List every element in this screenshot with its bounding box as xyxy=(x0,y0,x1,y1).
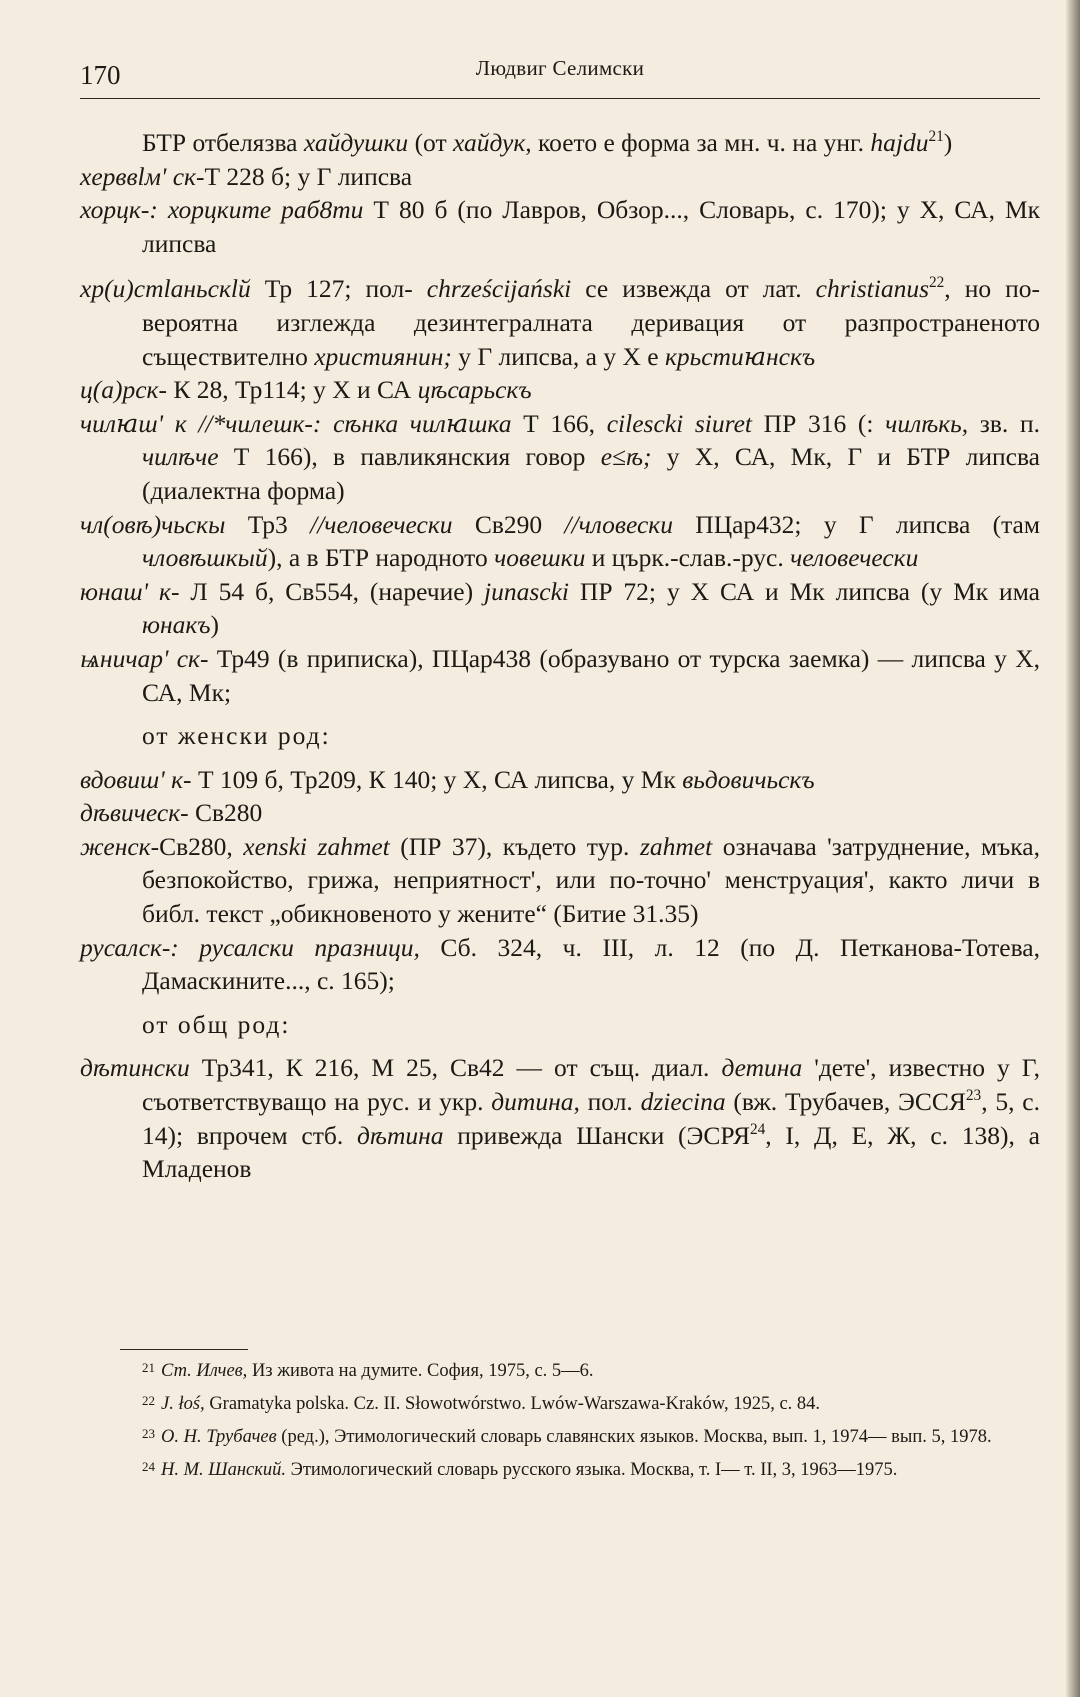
italic-term: hajdu xyxy=(870,128,929,157)
dictionary-entry xyxy=(80,160,1040,194)
dictionary-entry xyxy=(80,931,1040,998)
entry-text: , но по-вероятна изглежда дезинтегралната деривация от разпространеното съществително xyxy=(142,274,1040,371)
dictionary-entry xyxy=(80,796,1040,830)
italic-term: christianus xyxy=(815,274,929,304)
italic-term: русалск-: русалски празници, xyxy=(80,932,420,962)
page-number: 170 xyxy=(80,60,121,90)
entry-text: ПЦар432; у Г липсва (там xyxy=(672,509,1040,539)
dictionary-entry xyxy=(80,407,1040,508)
section-heading: от женски род: xyxy=(142,721,331,751)
entry-text: Тр49 (в приписка), ПЦар438 (образувано от турска заемка) — липсва у Х, СА, Мк; xyxy=(142,643,1040,707)
entry-text: Тр341, К 216, М 25, Св42 — от същ. диал. xyxy=(189,1053,722,1083)
footnote xyxy=(80,1389,1040,1416)
italic-term: чл(овѣ)чьскы xyxy=(80,509,226,539)
italic-term: junascki xyxy=(484,576,569,606)
dictionary-entry xyxy=(80,508,1040,575)
italic-term: хорцк-: хорцките раб8ти xyxy=(80,195,364,225)
dictionary-entry xyxy=(80,763,1040,797)
footnote-ref: 21 xyxy=(928,128,944,145)
italic-term: вьдовичьскъ xyxy=(682,764,815,794)
entry-text: Т 228 б; у Г липсва xyxy=(204,161,413,191)
italic-term: човешки xyxy=(494,543,586,573)
entry-text: ) xyxy=(943,128,953,157)
entry-text: пол. xyxy=(579,1087,641,1117)
italic-term: дѣвическ- xyxy=(80,798,189,828)
footnote-author: Ст. Илчев, xyxy=(161,1361,248,1381)
italic-term: ц(а)рск- xyxy=(80,375,167,405)
italic-term: детина xyxy=(721,1053,803,1083)
entry-text: ПР 72; у Х СА и Мк липсва (у Мк има xyxy=(568,576,1040,606)
entry-text: (вж. Трубачев, ЭССЯ xyxy=(725,1087,966,1117)
dictionary-entry xyxy=(80,575,1040,642)
footnote-text: Gramatyka polska. Cz. II. Słowotwórstwo. Lwów-Warszawa-Kraków, 1925, с. 84. xyxy=(204,1394,821,1414)
italic-term: хайдук, xyxy=(453,128,532,157)
footnote-rule xyxy=(120,1349,248,1350)
entry-text: ), а в БТР народното xyxy=(267,543,495,573)
entry-text: и църк.-слав.-рус. xyxy=(585,543,791,573)
footnote-author: Н. М. Шанский. xyxy=(161,1460,286,1480)
entry-text: означава 'затруднение, мъка, безпокойство, грижа, неприятност', или по-точно' менструация', както личи в библ. текст „обикновеното у жените“ (Битие 31.35) xyxy=(142,831,1040,929)
footnotes xyxy=(80,1356,1040,1488)
entry-text: се извежда от лат. xyxy=(571,274,816,304)
footnote-author: J. łoś, xyxy=(161,1394,205,1414)
entry-text: у Х, СА, Мк, Г и БТР липсва (диалектна форма) xyxy=(142,442,1040,505)
italic-term: християнин; xyxy=(314,341,452,371)
entry-text: 'дете', известно у Г, съответствуващо на рус. и укр. xyxy=(142,1053,1041,1117)
italic-term: юнаш' к- xyxy=(80,576,180,606)
entry-text: у Г липсва, а у Х е xyxy=(451,341,665,371)
italic-term: дѣтина xyxy=(357,1120,444,1150)
italic-term: //человечески xyxy=(310,509,453,539)
italic-term: cilescki siuret xyxy=(606,408,752,438)
entry-text: Св280 xyxy=(188,798,263,828)
footnote-ref: 23 xyxy=(965,1087,982,1105)
entry-text: зв. п. xyxy=(968,408,1041,438)
italic-term: e≤ѣ; xyxy=(600,442,652,472)
entry-text: привежда Шански (ЭСРЯ xyxy=(443,1120,750,1150)
entry-text: -Св280, xyxy=(150,831,244,861)
italic-term: чилѣче xyxy=(142,442,219,472)
footnote-number: 24 xyxy=(142,1459,155,1474)
italic-term: цѣсарьскъ xyxy=(417,375,532,405)
italic-term: чилѣкь, xyxy=(885,408,969,438)
entry-text: Т 109 б, Тр209, К 140; у Х, СА липсва, у Мк xyxy=(191,764,683,794)
entry-text: Т 166, xyxy=(511,408,607,438)
italic-term: человечески xyxy=(790,543,919,573)
dictionary-entry xyxy=(80,642,1040,709)
entry-text: Тр3 xyxy=(225,509,311,539)
footnote xyxy=(80,1422,1040,1449)
footnote xyxy=(80,1455,1040,1482)
footnote-ref: 24 xyxy=(749,1120,766,1138)
italic-term: хайдушки xyxy=(303,128,409,157)
italic-term: юнакъ xyxy=(142,610,211,640)
footnote-number: 21 xyxy=(142,1360,155,1375)
italic-term: дѣтински xyxy=(80,1053,190,1083)
italic-term: чловѣшкый xyxy=(142,543,268,573)
entry-text: (ПР 37), където тур. xyxy=(389,831,640,861)
entry-text: К 28, Тр114; у Х и СА xyxy=(166,375,418,405)
italic-term: херввlм' ск- xyxy=(80,161,205,191)
footnote-number: 23 xyxy=(142,1426,155,1441)
footnote-text: (ред.), Этимологический словарь славянских языков. Москва, вып. 1, 1974— вып. 5, 1978. xyxy=(276,1427,992,1447)
italic-term: //чловески xyxy=(564,509,673,539)
entry-text: ) xyxy=(210,610,220,640)
dictionary-entry xyxy=(80,272,1040,373)
running-title: Людвиг Селимски xyxy=(475,56,645,80)
entry-continuation xyxy=(80,126,1040,160)
italic-term: чилꙗш' к //*чилешк-: сѣнка чилꙗшка xyxy=(80,408,512,438)
entry-text: ПР 316 (: xyxy=(752,408,886,438)
footnote-ref: 22 xyxy=(929,274,945,292)
italic-term: chrześcijański xyxy=(426,274,572,304)
italic-term: дитина, xyxy=(491,1087,580,1117)
footnote xyxy=(80,1356,1040,1383)
header-rule xyxy=(80,98,1040,99)
footnote-text: Этимологический словарь русского языка. Москва, т. I— т. II, 3, 1963—1975. xyxy=(285,1460,898,1480)
italic-term: крьстиꙗнскъ xyxy=(664,341,816,371)
italic-term: zahmet xyxy=(639,831,713,861)
entry-text: , 5, с. 14); впрочем стб. xyxy=(142,1087,1040,1150)
main-text xyxy=(80,126,1040,1186)
entry-text: Т 80 б (по Лавров, Обзор..., Словарь, с. 170); у Х, СА, Мк липсва xyxy=(142,195,1041,258)
entry-text: (от xyxy=(408,128,453,157)
italic-term: вдовиш' к- xyxy=(80,764,192,794)
section-heading: от общ род: xyxy=(142,1009,291,1039)
dictionary-entry xyxy=(80,1051,1040,1185)
dictionary-entry xyxy=(80,373,1040,407)
entry-text: Л 54 б, Св554, (наречие) xyxy=(179,576,484,606)
entry-text: Св290 xyxy=(452,509,565,539)
dictionary-entry xyxy=(80,193,1040,260)
entry-text: което е форма за мн. ч. на унг. xyxy=(531,128,871,157)
dictionary-entry xyxy=(80,830,1040,931)
italic-term: женск xyxy=(80,831,151,861)
italic-term: хр(и)стlаньскlй xyxy=(80,274,251,304)
italic-term: dziecina xyxy=(640,1087,726,1117)
footnote-number: 22 xyxy=(142,1393,155,1408)
entry-text: Т 166), в павликянския говор xyxy=(218,442,601,472)
entry-text: , I, Д, Е, Ж, с. 138), а Младенов xyxy=(142,1120,1040,1184)
page-edge-shadow xyxy=(1066,0,1080,1697)
footnote-author: О. Н. Трубачев xyxy=(161,1427,277,1447)
italic-term: xenski zahmet xyxy=(243,831,390,861)
entry-text: Сб. 324, ч. III, л. 12 (по Д. Петканова-Тотева, Дамаскините..., с. 165); xyxy=(142,932,1040,996)
footnote-text: Из живота на думите. София, 1975, с. 5—6. xyxy=(247,1361,594,1381)
entry-text: Тр 127; пол- xyxy=(250,274,427,304)
entry-text: БТР отбелязва xyxy=(142,128,304,157)
italic-term: ѩничар' ск- xyxy=(80,643,209,673)
page-header xyxy=(80,52,1040,96)
